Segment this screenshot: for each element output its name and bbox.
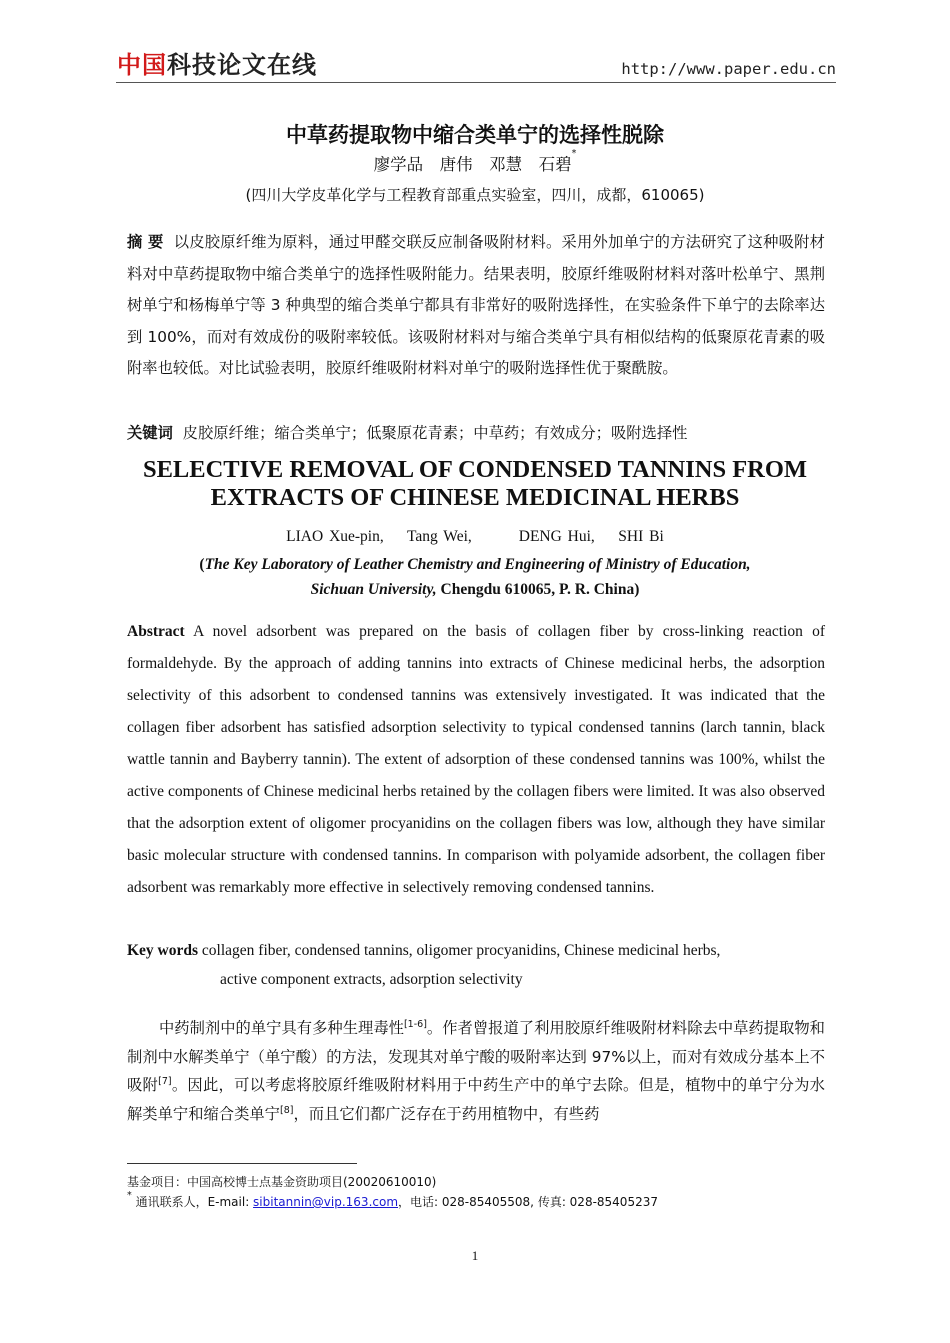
en-keywords-line2: active component extracts, adsorption selectivity (220, 971, 523, 988)
body-text-c: 。因此，可以考虑将胶原纤维吸附材料用于中药生产中的单宁去除。但是，植物中的单宁分为水解类单宁和缩合类单宁 (127, 1076, 825, 1123)
citation-2[interactable]: [7] (158, 1076, 172, 1087)
cn-affiliation: (四川大学皮革化学与工程教育部重点实验室，四川，成都，610065) (245, 186, 705, 204)
en-abstract (127, 616, 825, 904)
cn-abstract (127, 227, 825, 385)
citation-1[interactable]: [1-6] (403, 1019, 427, 1030)
en-title (0, 456, 950, 512)
en-authors: LIAO Xue-pin, Tang Wei, DENG Hui, SHI Bi (286, 528, 664, 545)
en-abstract-text: A novel adsorbent was prepared on the basis of collagen fiber by cross-linking reaction of formaldehyde. By the approach of adding tannins into extracts of Chinese medicinal herbs, the adsorption selectivity of this adsorbent to condensed tannins was extensively investigated. It was indicated that the collagen fiber adsorbent has satisfied adsorption selectivity to typical condensed tannins (larch tannin, black wattle tannin and Bayberry tannin). The extent of adsorption of these condensed tannins was 100%, whilst the active components of Chinese medicinal herbs retained by the collagen fibers were limited. It was also observed that the adsorption extent of oligomer procyanidins on the collagen fibers was low, although they have similar basic molecular structure with condensed tannins. In comparison with polyamide adsorbent, the collagen fiber adsorbent was remarkably more effective in selectively removing condensed tannins. (127, 623, 825, 896)
footnote-contact-b: ，电话: 028-85405508, 传真: 028-85405237 (398, 1195, 658, 1209)
cn-keywords-text: 皮胶原纤维；缩合类单宁；低聚原花青素；中草药；有效成分；吸附选择性 (182, 424, 688, 442)
cn-title: 中草药提取物中缩合类单宁的选择性脱除 (286, 123, 664, 147)
body-text-b: 。作者曾报道了利用胶原纤维吸附材料除去中草药提取物和制剂中水解类单宁（单宁酸）的方法，发现其对单宁酸的吸附率达到 97%以上，而对有效成分基本上不吸附 (127, 1019, 825, 1094)
author-mark: * (571, 148, 577, 159)
en-abstract-label: Abstract (127, 623, 185, 640)
page-number: 1 (471, 1248, 479, 1263)
body-text-d: ，而且它们都广泛存在于药用植物中，有些药 (293, 1104, 600, 1123)
cn-keywords-label: 关键词 (127, 424, 173, 442)
cn-abstract-label: 摘 要 (127, 233, 164, 251)
citation-3[interactable]: [8] (279, 1104, 294, 1116)
body-text-a: 中药制剂中的单宁具有多种生理毒性 (159, 1019, 404, 1037)
en-title-line2: EXTRACTS OF CHINESE MEDICINAL HERBS (210, 484, 740, 511)
footnote-contact (127, 1190, 658, 1210)
cn-keywords (127, 418, 825, 450)
footnote-fund: 基金项目：中国高校博士点基金资助项目(20020610010) (127, 1175, 437, 1189)
en-affil-univ: Sichuan University, (310, 581, 437, 598)
footnote-rule (127, 1163, 357, 1164)
logo-red-text: 中国 (117, 51, 167, 79)
cn-author-names: 廖学品 唐伟 邓慧 石碧 (373, 155, 572, 174)
en-keywords-line1: collagen fiber, condensed tannins, oligomer procyanidins, Chinese medicinal herbs, (201, 942, 721, 959)
header-url[interactable]: http://www.paper.edu.cn (621, 60, 836, 78)
site-logo[interactable] (117, 52, 317, 78)
header-rule (116, 82, 836, 83)
en-affil-city: Chengdu 610065, P. R. China) (436, 581, 640, 598)
en-title-line1: SELECTIVE REMOVAL OF CONDENSED TANNINS FROM (142, 456, 808, 483)
en-keywords-label: Key words (127, 942, 199, 959)
en-keywords (127, 935, 825, 967)
footnote-contact-a: 通讯联系人，E-mail: (131, 1195, 254, 1209)
logo-dark-text: 科技论文在线 (167, 51, 317, 79)
en-affil-line1: The Key Laboratory of Leather Chemistry and Engineering of Ministry of Education, (204, 556, 751, 573)
body-paragraph (127, 1014, 825, 1128)
cn-authors (0, 148, 950, 175)
cn-abstract-text: 以皮胶原纤维为原料，通过甲醛交联反应制备吸附材料。采用外加单宁的方法研究了这种吸附材料对中草药提取物中缩合类单宁的选择性吸附能力。结果表明，胶原纤维吸附材料对落叶松单宁、黑荆树单宁和杨梅单宁等 3 种典型的缩合类单宁都具有非常好的吸附选择性，在实验条件下单宁的去除率达到 100%，而对有效成份的吸附率较低。该吸附材料对与缩合类单宁具有相似结构的低聚原花青素的吸附率也较低。对比试验表明，胶原纤维吸附材料对单宁的吸附选择性优于聚酰胺。 (127, 233, 825, 377)
footnote-star: * (127, 1190, 132, 1201)
en-affiliation (0, 552, 950, 602)
email-link[interactable]: sibitannin@vip.163.com (253, 1195, 399, 1209)
en-affil-open: ( (199, 556, 205, 573)
